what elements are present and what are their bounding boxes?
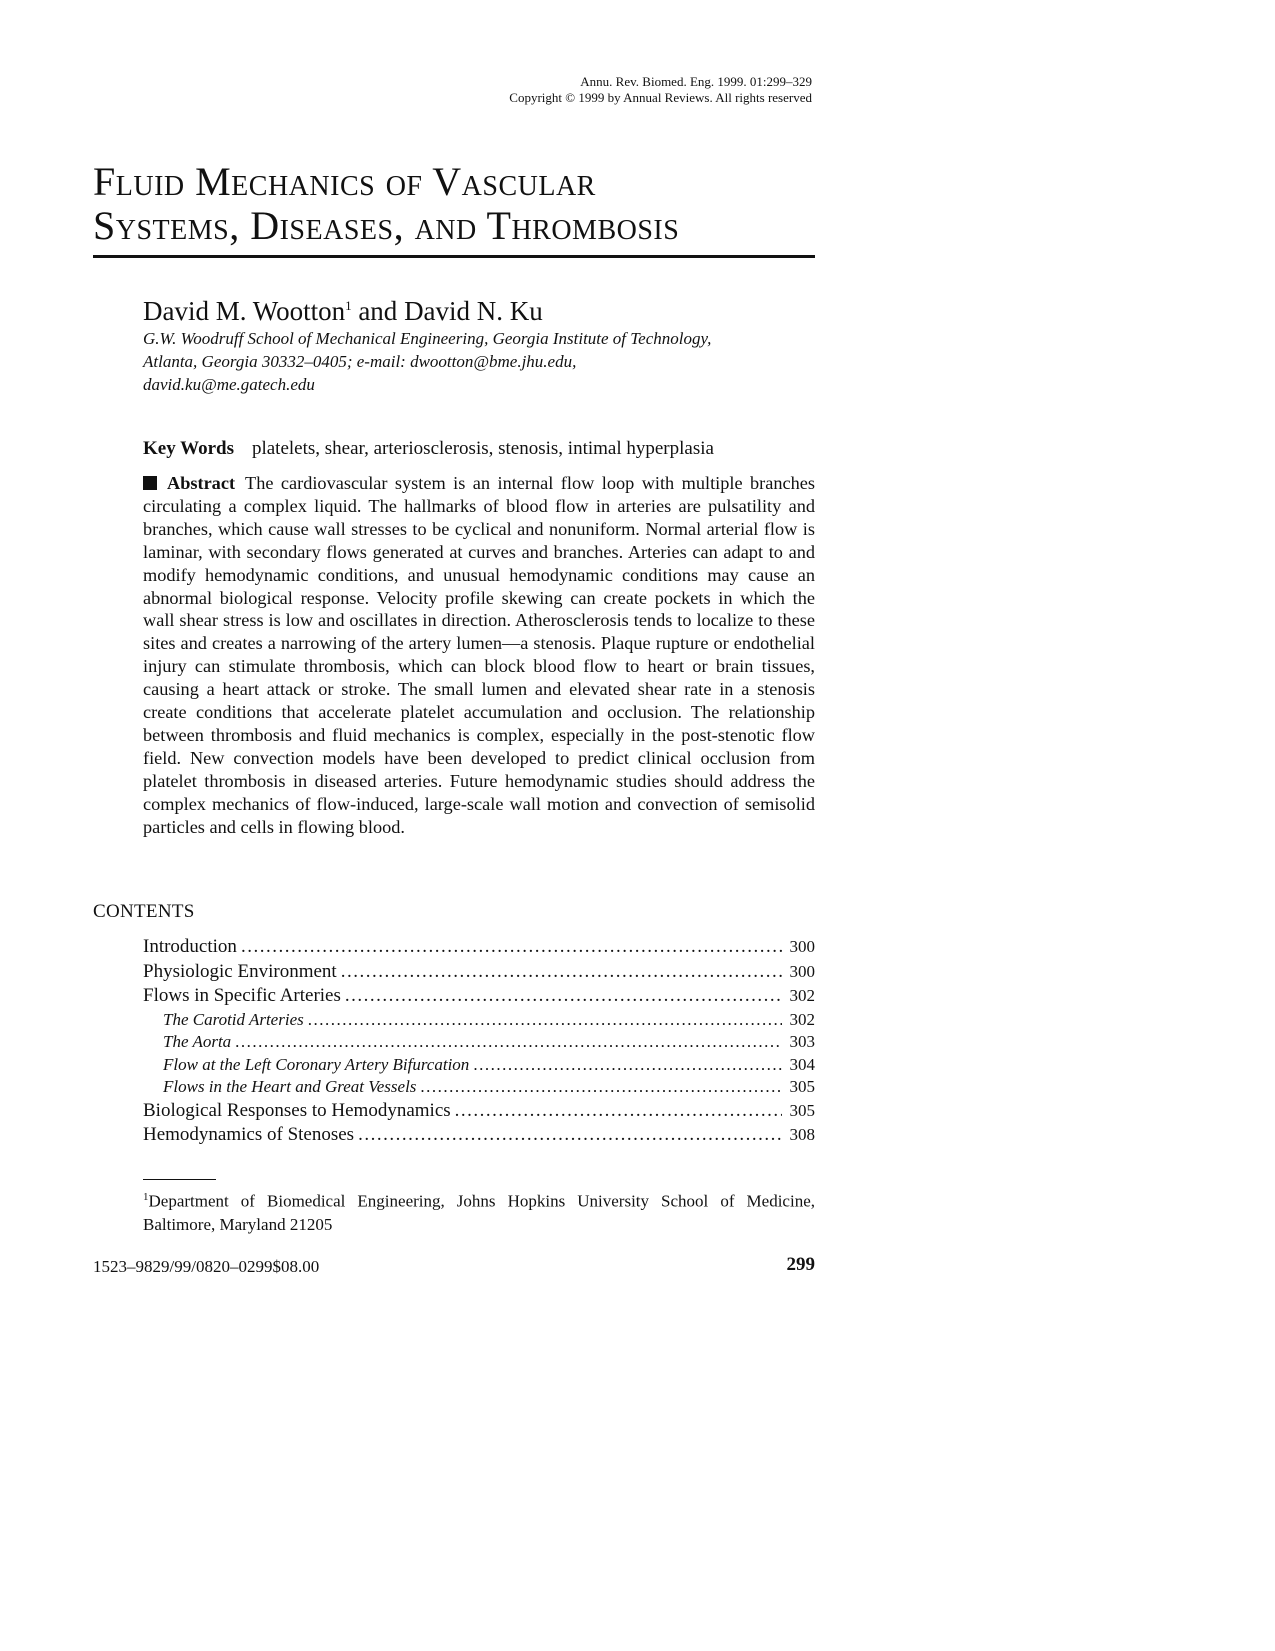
footnote [143, 1186, 815, 1236]
author-connector: and [351, 296, 405, 326]
toc-leader-dots [235, 1031, 781, 1054]
journal-citation: Annu. Rev. Biomed. Eng. 1999. 01:299–329 [580, 74, 812, 89]
toc-entry-title: Flows in the Heart and Great Vessels [163, 1077, 417, 1096]
affiliation-line-2: Atlanta, Georgia 30332–0405; e-mail: dwootton@bme.jhu.edu, [143, 352, 577, 371]
author-footnote-mark: 1 [345, 298, 352, 313]
copyright-line: Copyright © 1999 by Annual Reviews. All rights reserved [509, 90, 812, 105]
toc-entry-title: Introduction [143, 936, 237, 957]
toc-entry-title: Flow at the Left Coronary Artery Bifurcation [163, 1054, 470, 1074]
toc-entry-title: Physiologic Environment [143, 960, 337, 982]
toc-entry [143, 935, 815, 960]
title-line-2: Systems, Diseases, and Thrombosis [93, 203, 680, 248]
toc-leader-dots [341, 960, 782, 985]
toc-subentry [143, 1031, 815, 1054]
toc-entry-page: 308 [789, 1125, 815, 1144]
affiliation-line-3: david.ku@me.gatech.edu [143, 375, 315, 394]
toc-entry [143, 1123, 815, 1148]
toc-entry-page: 300 [789, 937, 815, 956]
toc-entry-page: 305 [789, 1100, 815, 1120]
toc-leader-dots [455, 1099, 782, 1124]
author-wootton: David M. Wootton [143, 296, 346, 326]
keywords-text: platelets, shear, arteriosclerosis, stenosis, intimal hyperplasia [251, 438, 714, 459]
abstract-square-icon [143, 476, 157, 490]
page-number: 299 [786, 1254, 815, 1275]
keywords-label: Key Words [143, 438, 234, 459]
keywords [143, 437, 714, 461]
footnote-text: Department of Biomedical Engineering, Johns Hopkins University School of Medicine, Baltimore, Maryland 21205 [143, 1191, 815, 1234]
toc-entry-title: The Aorta [163, 1032, 232, 1051]
toc-leader-dots [241, 935, 782, 960]
author-ku: David N. Ku [404, 296, 543, 326]
toc-leader-dots [358, 1123, 781, 1148]
article-title [93, 160, 813, 248]
running-head [509, 74, 812, 106]
affiliation [143, 327, 815, 396]
title-line-1: Fluid Mechanics of Vascular [93, 159, 596, 204]
toc-entry [143, 984, 815, 1009]
toc-entry-page: 300 [789, 961, 815, 981]
affiliation-line-1: G.W. Woodruff School of Mechanical Engineering, Georgia Institute of Technology, [143, 329, 712, 348]
footnote-rule [143, 1179, 216, 1180]
abstract-label: Abstract [167, 473, 236, 493]
toc-leader-dots [308, 1009, 782, 1032]
toc-leader-dots [345, 984, 782, 1009]
toc-entry-page: 303 [789, 1032, 815, 1051]
toc-leader-dots [473, 1054, 781, 1077]
toc-subentry [143, 1009, 815, 1032]
toc-subentry [143, 1054, 815, 1077]
toc-leader-dots [420, 1076, 781, 1099]
title-rule [93, 255, 815, 258]
table-of-contents [143, 935, 815, 1148]
toc-subentry [143, 1076, 815, 1099]
toc-entry-title: Flows in Specific Arteries [143, 985, 341, 1006]
abstract [143, 472, 815, 839]
toc-entry-page: 302 [789, 1009, 815, 1029]
contents-heading: CONTENTS [93, 901, 195, 922]
author-list [143, 295, 543, 327]
footnote-mark: 1 [143, 1191, 149, 1203]
toc-entry-page: 305 [789, 1077, 815, 1096]
toc-entry [143, 960, 815, 985]
toc-entry [143, 1099, 815, 1124]
issn-code: 1523–9829/99/0820–0299$08.00 [93, 1257, 320, 1276]
toc-entry-page: 302 [789, 986, 815, 1005]
abstract-text: The cardiovascular system is an internal flow loop with multiple branches circulating a complex liquid. The hallmarks of blood flow in arteries are pulsatility and branches, which cause wall stresses to be cyclical and nonuniform. Normal arterial flow is laminar, with secondary flows generated at curves and branches. Arteries can adapt to and modify hemodynamic conditions, and unusual hemodynamic conditions may cause an abnormal biological response. Velocity profile skewing can create pockets in which the wall shear stress is low and oscillates in direction. Atherosclerosis tends to localize to these sites and creates a narrowing of the artery lumen—a stenosis. Plaque rupture or endothelial injury can stimulate thrombosis, which can block blood flow to heart or brain tissues, causing a heart attack or stroke. The small lumen and elevated shear rate in a stenosis create conditions that accelerate platelet accumulation and occlusion. The relationship between thrombosis and fluid mechanics is complex, especially in the post-stenotic flow field. New convection models have been developed to predict clinical occlusion from platelet thrombosis in diseased arteries. Future hemodynamic studies should address the complex mechanics of flow-induced, large-scale wall motion and convection of semisolid particles and cells in flowing blood. [143, 473, 815, 837]
toc-entry-page: 304 [789, 1054, 815, 1074]
toc-entry-title: Biological Responses to Hemodynamics [143, 1099, 451, 1121]
toc-entry-title: Hemodynamics of Stenoses [143, 1124, 355, 1145]
toc-entry-title: The Carotid Arteries [163, 1009, 304, 1029]
